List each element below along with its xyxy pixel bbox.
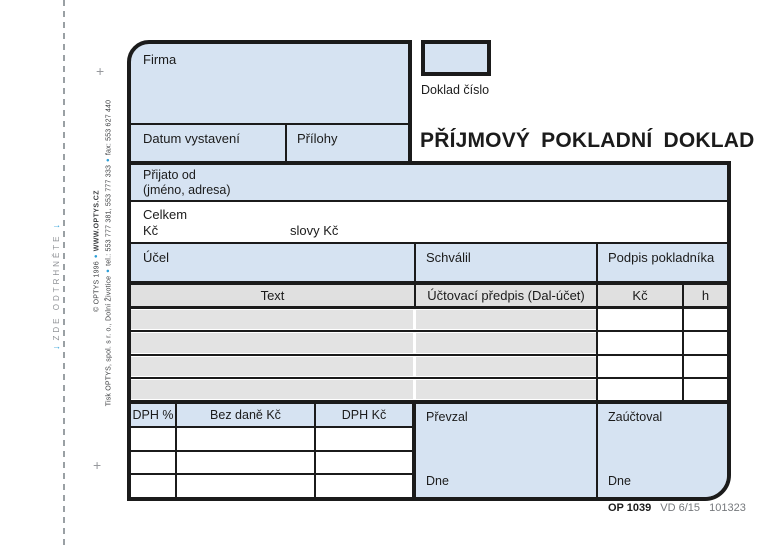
received-by-label: Převzal <box>426 410 468 424</box>
vat-amount-cell[interactable] <box>316 475 412 497</box>
form-edition: VD 6/15 <box>660 502 701 514</box>
purpose-row <box>131 244 727 285</box>
accounting-cell[interactable] <box>416 356 598 377</box>
purpose-field[interactable] <box>131 244 416 281</box>
document-number-label: Doklad číslo <box>421 83 490 97</box>
tear-dashed-line <box>63 0 65 550</box>
vat-base-cell[interactable] <box>177 452 316 474</box>
bullet-icon: ● <box>105 158 112 162</box>
table-row <box>131 309 727 332</box>
kc-cell[interactable] <box>598 379 684 400</box>
form-code: OP 1039 <box>608 502 652 514</box>
date-label: Dne <box>426 474 449 488</box>
registration-mark-top: + <box>96 63 105 79</box>
document-number-field[interactable] <box>421 40 491 76</box>
cashier-signature-field[interactable] <box>598 244 727 281</box>
bottom-section <box>131 404 727 497</box>
approved-by-field[interactable] <box>416 244 598 281</box>
vat-row <box>131 475 412 497</box>
tear-here-text: ZDE ODTRHNĚTE <box>52 233 61 341</box>
text-cell[interactable] <box>131 332 416 353</box>
form-print-number: 101323 <box>709 502 746 514</box>
purpose-label: Účel <box>143 250 170 265</box>
form-footer <box>608 502 746 514</box>
items-header-accounting: Účtovací předpis (Dal-účet) <box>416 285 598 306</box>
h-cell[interactable] <box>684 379 727 400</box>
table-row <box>131 356 727 379</box>
vat-percent-cell[interactable] <box>131 428 177 450</box>
date-label: Dne <box>608 474 631 488</box>
issue-date-field[interactable] <box>131 125 287 161</box>
bullet-icon: ● <box>105 268 112 273</box>
accounting-cell[interactable] <box>416 379 598 400</box>
vat-header-percent: DPH % <box>131 404 177 426</box>
vat-percent-cell[interactable] <box>131 452 177 474</box>
items-header-kc: Kč <box>598 285 684 306</box>
cashier-signature-label: Podpis pokladníka <box>608 250 715 265</box>
text-cell[interactable] <box>131 379 416 400</box>
items-header-text: Text <box>131 285 416 306</box>
tear-here-label <box>51 219 61 355</box>
received-by-field[interactable] <box>416 404 598 497</box>
received-from-label-line2: (jméno, adresa) <box>143 183 231 197</box>
printer-fax: fax: 553 627 440 <box>105 99 113 156</box>
received-from-label-line1: Přijato od <box>143 168 196 182</box>
vat-table <box>131 404 416 497</box>
approved-by-label: Schválil <box>426 250 471 265</box>
posted-by-label: Zaúčtoval <box>608 410 663 424</box>
h-cell[interactable] <box>684 332 727 353</box>
text-cell[interactable] <box>131 356 416 377</box>
kc-cell[interactable] <box>598 356 684 377</box>
total-amount-field[interactable] <box>131 202 727 244</box>
tear-arrow-icon: ↓ <box>51 345 61 350</box>
vat-base-cell[interactable] <box>177 475 316 497</box>
attachments-label: Přílohy <box>297 131 338 146</box>
accounting-cell[interactable] <box>416 332 598 353</box>
copyright-line <box>94 190 101 312</box>
printer-info-line <box>106 100 113 406</box>
issue-date-label: Datum vystavení <box>143 131 240 146</box>
accounting-cell[interactable] <box>416 309 598 330</box>
items-table-body <box>131 309 727 404</box>
kc-cell[interactable] <box>598 309 684 330</box>
printer-company: Tisk OPTYS, spol. s r. o., Dolní Životice <box>105 275 113 407</box>
received-from-field[interactable] <box>131 165 727 202</box>
vat-amount-cell[interactable] <box>316 428 412 450</box>
date-attachments-row <box>131 125 408 161</box>
vat-row <box>131 428 412 452</box>
h-cell[interactable] <box>684 356 727 377</box>
vat-base-cell[interactable] <box>177 428 316 450</box>
company-label: Firma <box>143 52 177 67</box>
vat-row <box>131 452 412 476</box>
h-cell[interactable] <box>684 309 727 330</box>
vat-header-amount: DPH Kč <box>341 408 387 422</box>
text-cell[interactable] <box>131 309 416 330</box>
total-label: Celkem <box>143 207 188 222</box>
items-table-header <box>131 285 727 309</box>
copyright-text: © OPTYS 1996 <box>93 261 101 312</box>
website-text: WWW.OPTYS.CZ <box>93 190 101 252</box>
currency-label: Kč <box>143 223 159 238</box>
table-row <box>131 332 727 355</box>
bullet-icon: ● <box>93 254 100 259</box>
vat-table-header <box>131 404 412 428</box>
vat-percent-cell[interactable] <box>131 475 177 497</box>
attachments-field[interactable] <box>287 125 408 161</box>
form-title: PŘÍJMOVÝ POKLADNÍ DOKLAD <box>420 129 755 152</box>
company-box <box>127 40 412 165</box>
kc-cell[interactable] <box>598 332 684 353</box>
registration-mark-bottom: + <box>93 457 102 473</box>
vat-header-base: Bez daně Kč <box>177 404 316 426</box>
tear-arrow-icon: ↓ <box>51 224 61 229</box>
company-field[interactable] <box>131 44 408 125</box>
printer-tel: tel.: 553 777 381, 553 777 333 <box>105 164 113 266</box>
vat-amount-cell[interactable] <box>316 452 412 474</box>
posted-by-field[interactable] <box>598 404 727 497</box>
form-body <box>127 161 731 501</box>
table-row <box>131 379 727 400</box>
items-header-h: h <box>701 288 710 303</box>
amount-in-words-label: slovy Kč <box>290 223 339 238</box>
